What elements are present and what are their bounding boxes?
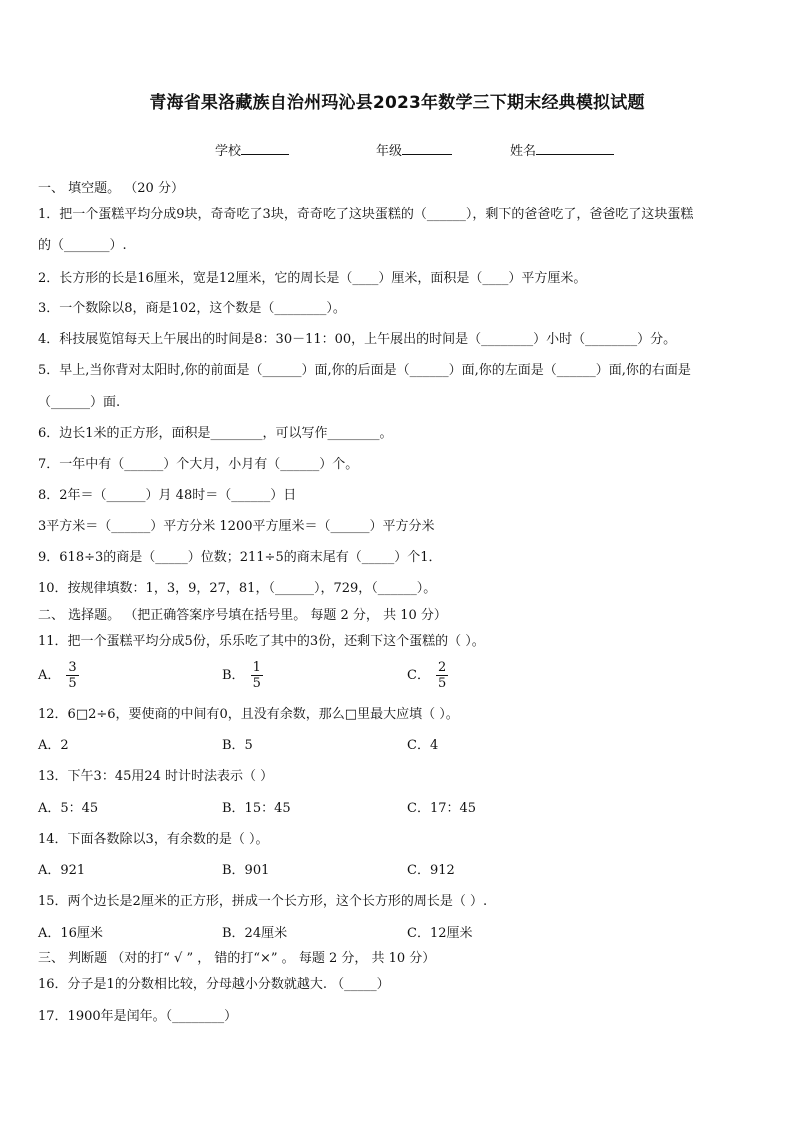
fraction: $\frac{3}{5}$ xyxy=(68,660,77,691)
name-blank xyxy=(536,142,614,155)
q12-option-b: B．5 xyxy=(222,738,253,753)
question-11: 11．把一个蛋糕平均分成5份，乐乐吃了其中的3份，还剩下这个蛋糕的（ ）。 xyxy=(38,634,485,649)
question-5-line-2: （______）面. xyxy=(38,395,121,410)
q12-option-c: C．4 xyxy=(407,738,439,753)
question-3: 3．一个数除以8，商是102，这个数是（________）。 xyxy=(38,301,346,316)
question-12: 12．6□2÷6，要使商的中间有0，且没有余数，那么□里最大应填（ ）。 xyxy=(38,707,459,722)
grade-label: 年级 xyxy=(376,144,403,159)
question-17: 17．1900年是闰年。（________） xyxy=(38,1009,238,1024)
question-4: 4．科技展览馆每天上午展出的时间是8：30－11：00，上午展出的时间是（________）小时（________）分。 xyxy=(38,332,677,347)
fraction: $\frac{1}{5}$ xyxy=(252,660,261,691)
name-field xyxy=(510,140,614,159)
section-heading-fill: 一、 填空题。 （20 分） xyxy=(38,181,184,196)
question-5-line-1: 5．早上,当你背对太阳时,你的前面是（______）面,你的后面是（______）面,你的左面是（______）面,你的右面是 xyxy=(38,363,691,378)
section-heading-judge: 三、 判断题 （对的打“ √ ” ， 错的打“×” 。 每题 2 分， 共 10 分） xyxy=(38,951,436,966)
question-14: 14．下面各数除以3，有余数的是（ ）。 xyxy=(38,832,269,847)
school-field xyxy=(215,140,289,159)
q11-option-c: C． $\frac{2}{5}$ xyxy=(407,660,447,691)
q15-option-b: B．24厘米 xyxy=(222,926,288,941)
question-8-line-1: 8．2年＝（______）月 48时＝（______）日 xyxy=(38,488,297,503)
q12-option-a: A．2 xyxy=(38,738,69,753)
q15-option-a: A．16厘米 xyxy=(38,926,103,941)
q15-option-c: C．12厘米 xyxy=(407,926,473,941)
name-label: 姓名 xyxy=(510,144,537,159)
question-15: 15．两个边长是2厘米的正方形，拼成一个长方形，这个长方形的周长是（ ）. xyxy=(38,894,488,909)
question-2: 2．长方形的长是16厘米，宽是12厘米，它的周长是（____）厘米，面积是（____）平方厘米。 xyxy=(38,271,587,286)
q14-option-c: C．912 xyxy=(407,863,455,878)
grade-blank xyxy=(402,142,452,155)
question-8-line-2: 3平方米＝（______）平方分米 1200平方厘米＝（______）平方分米 xyxy=(38,519,435,534)
page-title: 青海省果洛藏族自治州玛沁县2023年数学三下期末经典模拟试题 xyxy=(149,93,645,113)
question-7: 7．一年中有（______）个大月，小月有（______）个。 xyxy=(38,457,359,472)
grade-field xyxy=(376,140,452,159)
section-heading-choice: 二、 选择题。 （把正确答案序号填在括号里。 每题 2 分， 共 10 分） xyxy=(38,608,447,623)
q11-option-b: B． $\frac{1}{5}$ xyxy=(222,660,261,691)
question-1-line-1: 1．把一个蛋糕平均分成9块，奇奇吃了3块，奇奇吃了这块蛋糕的（______），剩下的爸爸吃了，爸爸吃了这块蛋糕 xyxy=(38,207,694,222)
school-label: 学校 xyxy=(215,144,242,159)
q11-option-a: A． $\frac{3}{5}$ xyxy=(38,660,77,691)
q13-option-b: B．15：45 xyxy=(222,801,291,816)
q13-option-c: C．17：45 xyxy=(407,801,477,816)
question-1-line-2: 的（_______）. xyxy=(38,238,127,253)
fraction: $\frac{2}{5}$ xyxy=(437,660,447,691)
question-16: 16．分子是1的分数相比较，分母越小分数就越大. （_____） xyxy=(38,977,390,992)
q13-option-a: A．5：45 xyxy=(38,801,99,816)
question-10: 10．按规律填数：1，3，9，27，81，（______），729，（______）。 xyxy=(38,581,437,596)
q14-option-b: B．901 xyxy=(222,863,270,878)
question-13: 13．下午3：45用24 时计时法表示（ ） xyxy=(38,769,274,784)
school-blank xyxy=(241,142,289,155)
q14-option-a: A．921 xyxy=(38,863,86,878)
question-9: 9．618÷3的商是（_____）位数；211÷5的商末尾有（_____）个1． xyxy=(38,550,442,565)
question-6: 6．边长1米的正方形，面积是________，可以写作________。 xyxy=(38,426,393,441)
